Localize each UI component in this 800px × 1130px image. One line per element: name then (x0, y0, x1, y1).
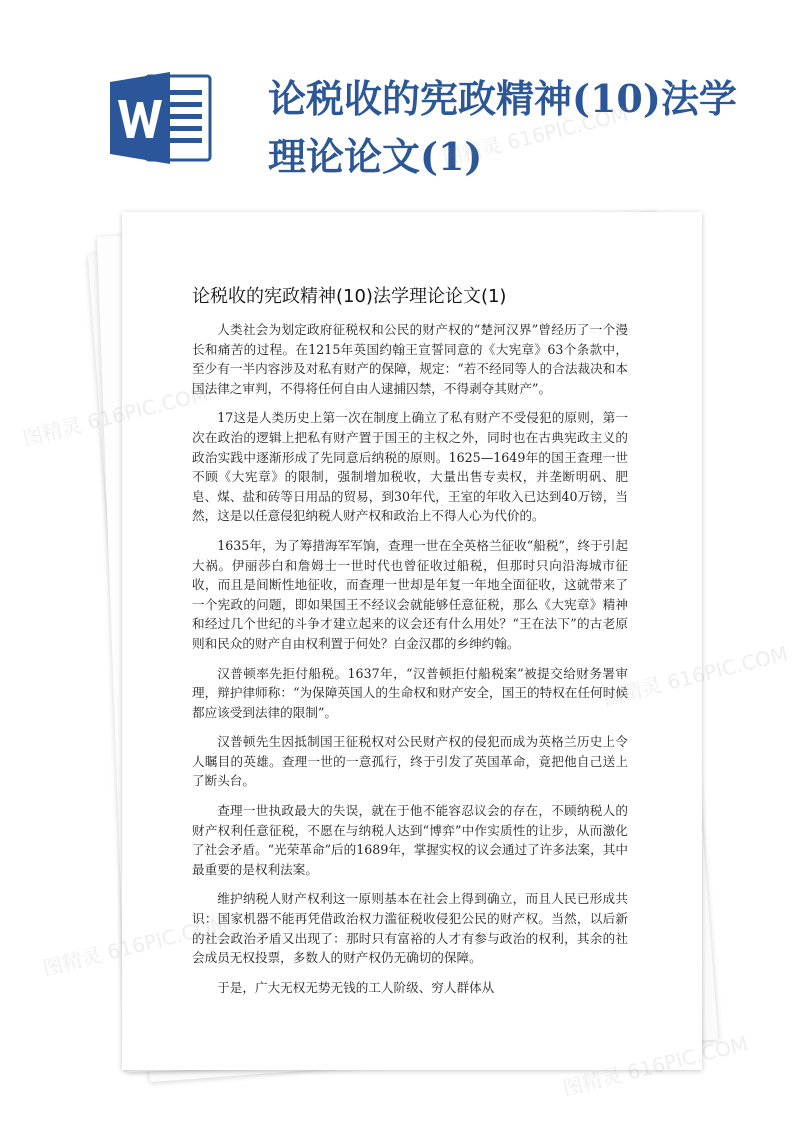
watermark: 图精灵 (20, 412, 85, 451)
header-title: 论税收的宪政精神(10)法学理论论文(1) (268, 76, 737, 179)
paragraph: 维护纳税人财产权利这一原则基本在社会上得到确立，而且人民已形成共识：国家机器不能再凭借政治权力滥征税收侵犯公民的财产权。当然，以后新的社会政治矛盾又出现了：那时只有富裕的人才有参与政治的权利，其余的社会成员无权投票，多数人的财产权仍无确切的保障。 (192, 891, 628, 966)
watermark: 图精灵 616PIC.COM (440, 101, 631, 171)
document-title: 论税收的宪政精神(10)法学理论论文(1) (192, 286, 507, 307)
paragraph: 1635年，为了筹措海军军饷，查理一世在全英格兰征收“船税”，终于引起大祸。伊丽莎白和詹姆士一世时代也曾征收过船税，但那时只向沿海城市征收，而且是间断性地征收，而查理一世却是年复一年地全面征收，这就带来了一个宪政的问题，即如果国王不经议会就能够任意征税，那么《大宪章》精神和经过几个世纪的斗争才建立起来的议会还有什么用处？“王在法下”的古老原则和民众的财产自由权利置于何处？白金汉郡的乡绅约翰。 (192, 537, 628, 651)
document-page (122, 212, 702, 1070)
paragraph: 于是，广大无权无势无钱的工人阶级、穷人群体从 (217, 979, 495, 995)
paragraph: 人类社会为划定政府征税权和公民的财产权的“楚河汉界”曾经历了一个漫长和痛苦的过程。在1215年英国约翰王宣誓同意的《大宪章》63个条款中，至少有一半内容涉及对私有财产的保障，规定：“若不经同等人的合法裁决和本国法律之审判，不得将任何自由人逮捕囚禁，不得剥夺其财产”。 (192, 322, 628, 396)
watermark: 图精灵 (560, 1062, 625, 1101)
document-body (192, 320, 628, 1007)
paragraph: 查理一世执政最大的失误，就在于他不能容忍议会的存在，不顾纳税人的财产权利任意征税，不愿在与纳税人达到“博弈”中作实质性的让步，从而激化了社会矛盾。“光荣革命”后的1689年，掌握实权的议会通过了许多法案，其中最重要的是权利法案。 (192, 803, 628, 877)
word-document-icon (110, 72, 212, 164)
paragraph: 汉普顿率先拒付船税。1637年，“汉普顿拒付船税案”被提交给财务署审理，辩护律师称：“为保障英国人的生命权和财产安全，国王的特权在任何时候都应该受到法律的限制”。 (192, 665, 628, 720)
watermark: 图精灵 (40, 942, 105, 981)
paragraph: 汉普顿先生因抵制国王征税权对公民财产权的侵犯而成为英格兰历史上令人瞩目的英雄。查理一世的一意孤行，终于引发了英国革命，竟把他自己送上了断头台。 (192, 734, 628, 789)
paragraph: 17这是人类历史上第一次在制度上确立了私有财产不受侵犯的原则，第一次在政治的逻辑上把私有财产置于国王的主权之外，同时也在古典宪政主义的政治实践中逐渐形成了先同意后纳税的原则。1625—1649年的国王查理一世不顾《大宪章》的限制，强制增加税收，大量出售专卖权，并垄断明矾、肥皂、煤、盐和砖等日用品的贸易，到30年代，王室的年收入已达到40万镑，当然，这是以任意侵犯纳税人财产权和政治上不得人心为代价的。 (192, 410, 628, 524)
watermark: 616PIC.COM (664, 641, 791, 695)
